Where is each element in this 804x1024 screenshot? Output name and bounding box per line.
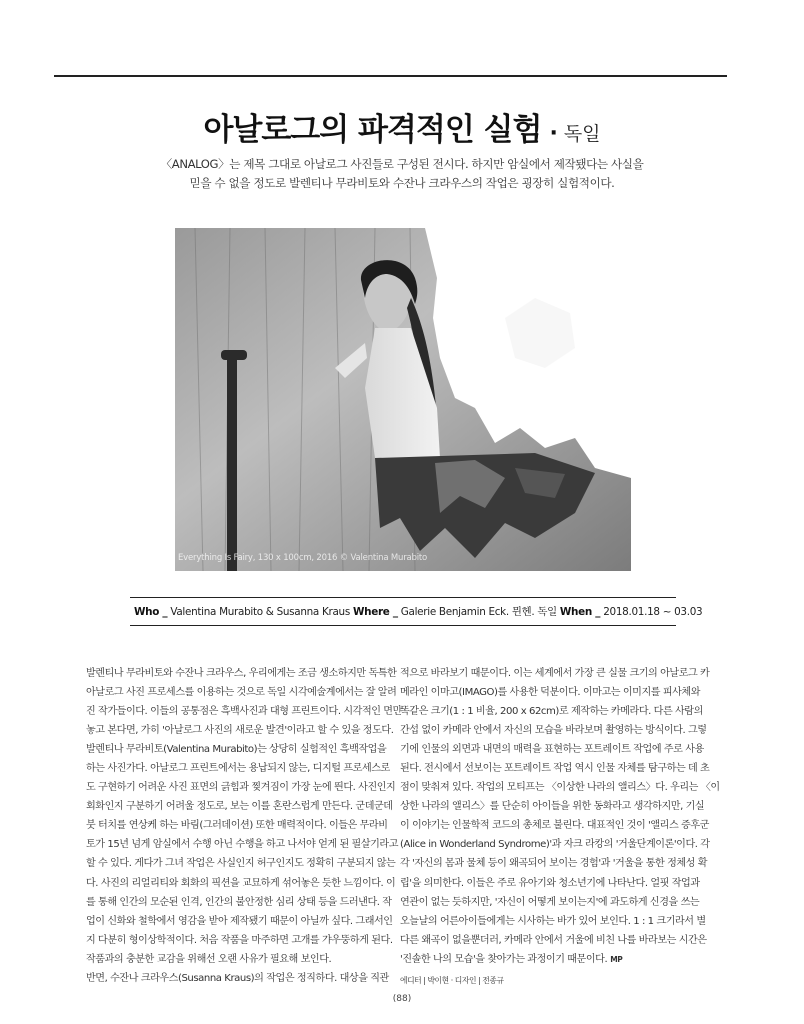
article-line: 발렌티나 무라비토와 수잔나 크라우스, 우리에게는 조금 생소하지만 독특한 [86,668,397,679]
title-location: 독일 [563,123,601,145]
article-line: 발렌티나 무라비토(Valentina Murabito)는 상당히 실험적인 흑백작업을 [86,744,387,756]
title-separator: · [549,121,558,146]
article-line: 똑같은 크기(1 : 1 비율, 200 x 62cm)로 제작하는 카메라다. 다른 사람의 [400,706,703,718]
when-value: 2018.01.18 ~ 03.03 [603,606,703,618]
where-label: Where _ [352,606,398,618]
info-rule-bottom [130,625,676,626]
exhibition-info [134,603,702,618]
article-line: 된다. 전시에서 선보이는 포트레이트 작업 역시 인물 자체를 탐구하는 데 초 [400,763,710,775]
article-line: 진 작가들이다. 이들의 공통점은 흑백사진과 대형 프린트이다. 시각적인 면만 [86,706,402,718]
article-column-left [86,664,418,988]
article-line: 하는 사진가다. 아날로그 프린트에서는 용납되지 않는, 디지털 프로세스로 [86,763,390,775]
article-line: 붓 터치를 연상케 하는 바림(그러데이션) 또한 매력적이다. 이들은 무라비 [86,820,388,832]
article-line: 업이 신화와 철학에서 영감을 받아 제작됐기 때문이 아닐까 싶다. 그래서인 [86,915,393,927]
article-line: 토가 15년 넘게 암실에서 수행 아닌 수행을 하고 나서야 얻게 된 필살기라고 [86,839,399,851]
lead-line: 믿을 수 없을 정도로 발렌티나 무라비토와 수잔나 크라우스의 작업은 굉장히 실험적이다. [189,176,615,190]
article-line: 다른 왜곡이 없을뿐더러, 카메라 안에서 거울에 비친 나를 바라보는 시간은 [400,934,707,946]
artwork-image [175,228,631,571]
article-line: 작품과의 충분한 교감을 위해선 오랜 사유가 필요해 보인다. [86,953,332,965]
article-line: 할 수 있다. 게다가 그녀 작업은 사실인지 허구인지도 정확히 구분되지 않는 [86,858,396,870]
article-line: 점이 맞춰져 있다. 작업의 모티프는 〈이상한 나라의 앨리스〉다. 우리는 〈이 [400,782,720,794]
article-line: 적으로 바라보기 때문이다. 이는 세계에서 가장 큰 실물 크기의 아날로그 카 [400,668,710,679]
article-line: 도 구현하기 어려운 사진 표면의 긁힘과 찢겨짐이 가장 눈에 띈다. 사진인지 [86,782,396,794]
who-value: Valentina Murabito & Susanna Kraus [170,606,350,618]
article-line: 다. 사진의 리얼리티와 회화의 픽션을 교묘하게 섞어놓은 듯한 느낌이다. 이 [86,877,396,889]
article-line: 이 이야기는 인물학적 코드의 총체로 불린다. 대표적인 것이 '앨리스 증후군 [400,820,709,832]
editor-credit: 에디터 | 박이현 · 디자인 | 전종규 [400,975,504,985]
article-line: 지 다분히 형이상학적이다. 처음 작품을 마주하면 고개를 갸우뚱하게 된다. [86,934,393,946]
artwork-photo [175,228,631,571]
article-line-last [400,950,732,969]
article-column-right [400,664,732,990]
article-line: 기에 인물의 외면과 내면의 매력을 표현하는 포트레이트 작업에 주로 사용 [400,744,704,756]
article-line: 아날로그 사진 프로세스를 이용하는 것으로 독일 시각예술계에서는 잘 알려 [86,687,397,699]
article-title [0,104,804,149]
lead-paragraph [60,155,744,193]
magazine-signature: MP [610,954,623,964]
article-line: 메라인 이마고(IMAGO)를 사용한 덕분이다. 이마고는 이미지를 피사체와 [400,687,701,699]
article-line: 각 '자신의 몸과 물체 등이 왜곡되어 보이는 경험'과 '거울을 통한 정체성 확 [400,858,708,870]
article-line: 회화인지 구분하기 어려울 정도로, 보는 이를 혼란스럽게 만든다. 군데군데 [86,801,393,813]
photo-caption: Everything Is Fairy, 130 x 100cm, 2016 © Valentina Murabito [178,553,427,563]
article-line: 오늘날의 어른아이들에게는 시사하는 바가 있어 보인다. 1 : 1 크기라서 별 [400,915,706,927]
title-text: 아날로그의 파격적인 실험 [203,112,542,148]
article-line: 상한 나라의 앨리스〉를 단순히 아이들을 위한 동화라고 생각하지만, 기실 [400,801,705,813]
article-line: 놓고 본다면, 가히 '아날로그 사진의 새로운 발견'이라고 할 수 있을 정도다. [86,725,394,737]
article-line: 립'을 의미한다. 이들은 주로 유아기와 청소년기에 나타난다. 얼핏 작업과 [400,877,700,889]
article-line: 연관이 없는 듯하지만, '자신이 어떻게 보이는지'에 과도하게 신경을 쓰는 [400,896,700,908]
article-line: 반면, 수잔나 크라우스(Susanna Kraus)의 작업은 정직하다. 대상을 직관 [86,972,389,984]
top-rule [54,75,727,77]
when-label: When _ [559,606,601,618]
article-line: (Alice in Wonderland Syndrome)'과 자크 라캉의 '거울단계이론'이다. 각 [400,839,710,851]
info-rule-top [130,597,676,598]
article-line: '진솔한 나의 모습'을 찾아가는 과정이기 때문이다. [400,953,608,965]
page-number: (88) [392,994,412,1004]
who-label: Who _ [134,606,168,618]
article-line: 간섭 없이 카메라 안에서 자신의 모습을 바라보며 촬영하는 방식이다. 그렇 [400,725,707,737]
where-value: Galerie Benjamin Eck. 뮌헨. 독일 [400,606,557,618]
article-line: 를 통해 인간의 모순된 인격, 인간의 불안정한 심리 상태 등을 드러낸다. 작 [86,896,392,908]
lead-line: 〈ANALOG〉는 제목 그대로 아날로그 사진들로 구성된 전시다. 하지만 암실에서 제작됐다는 사실을 [160,157,644,171]
